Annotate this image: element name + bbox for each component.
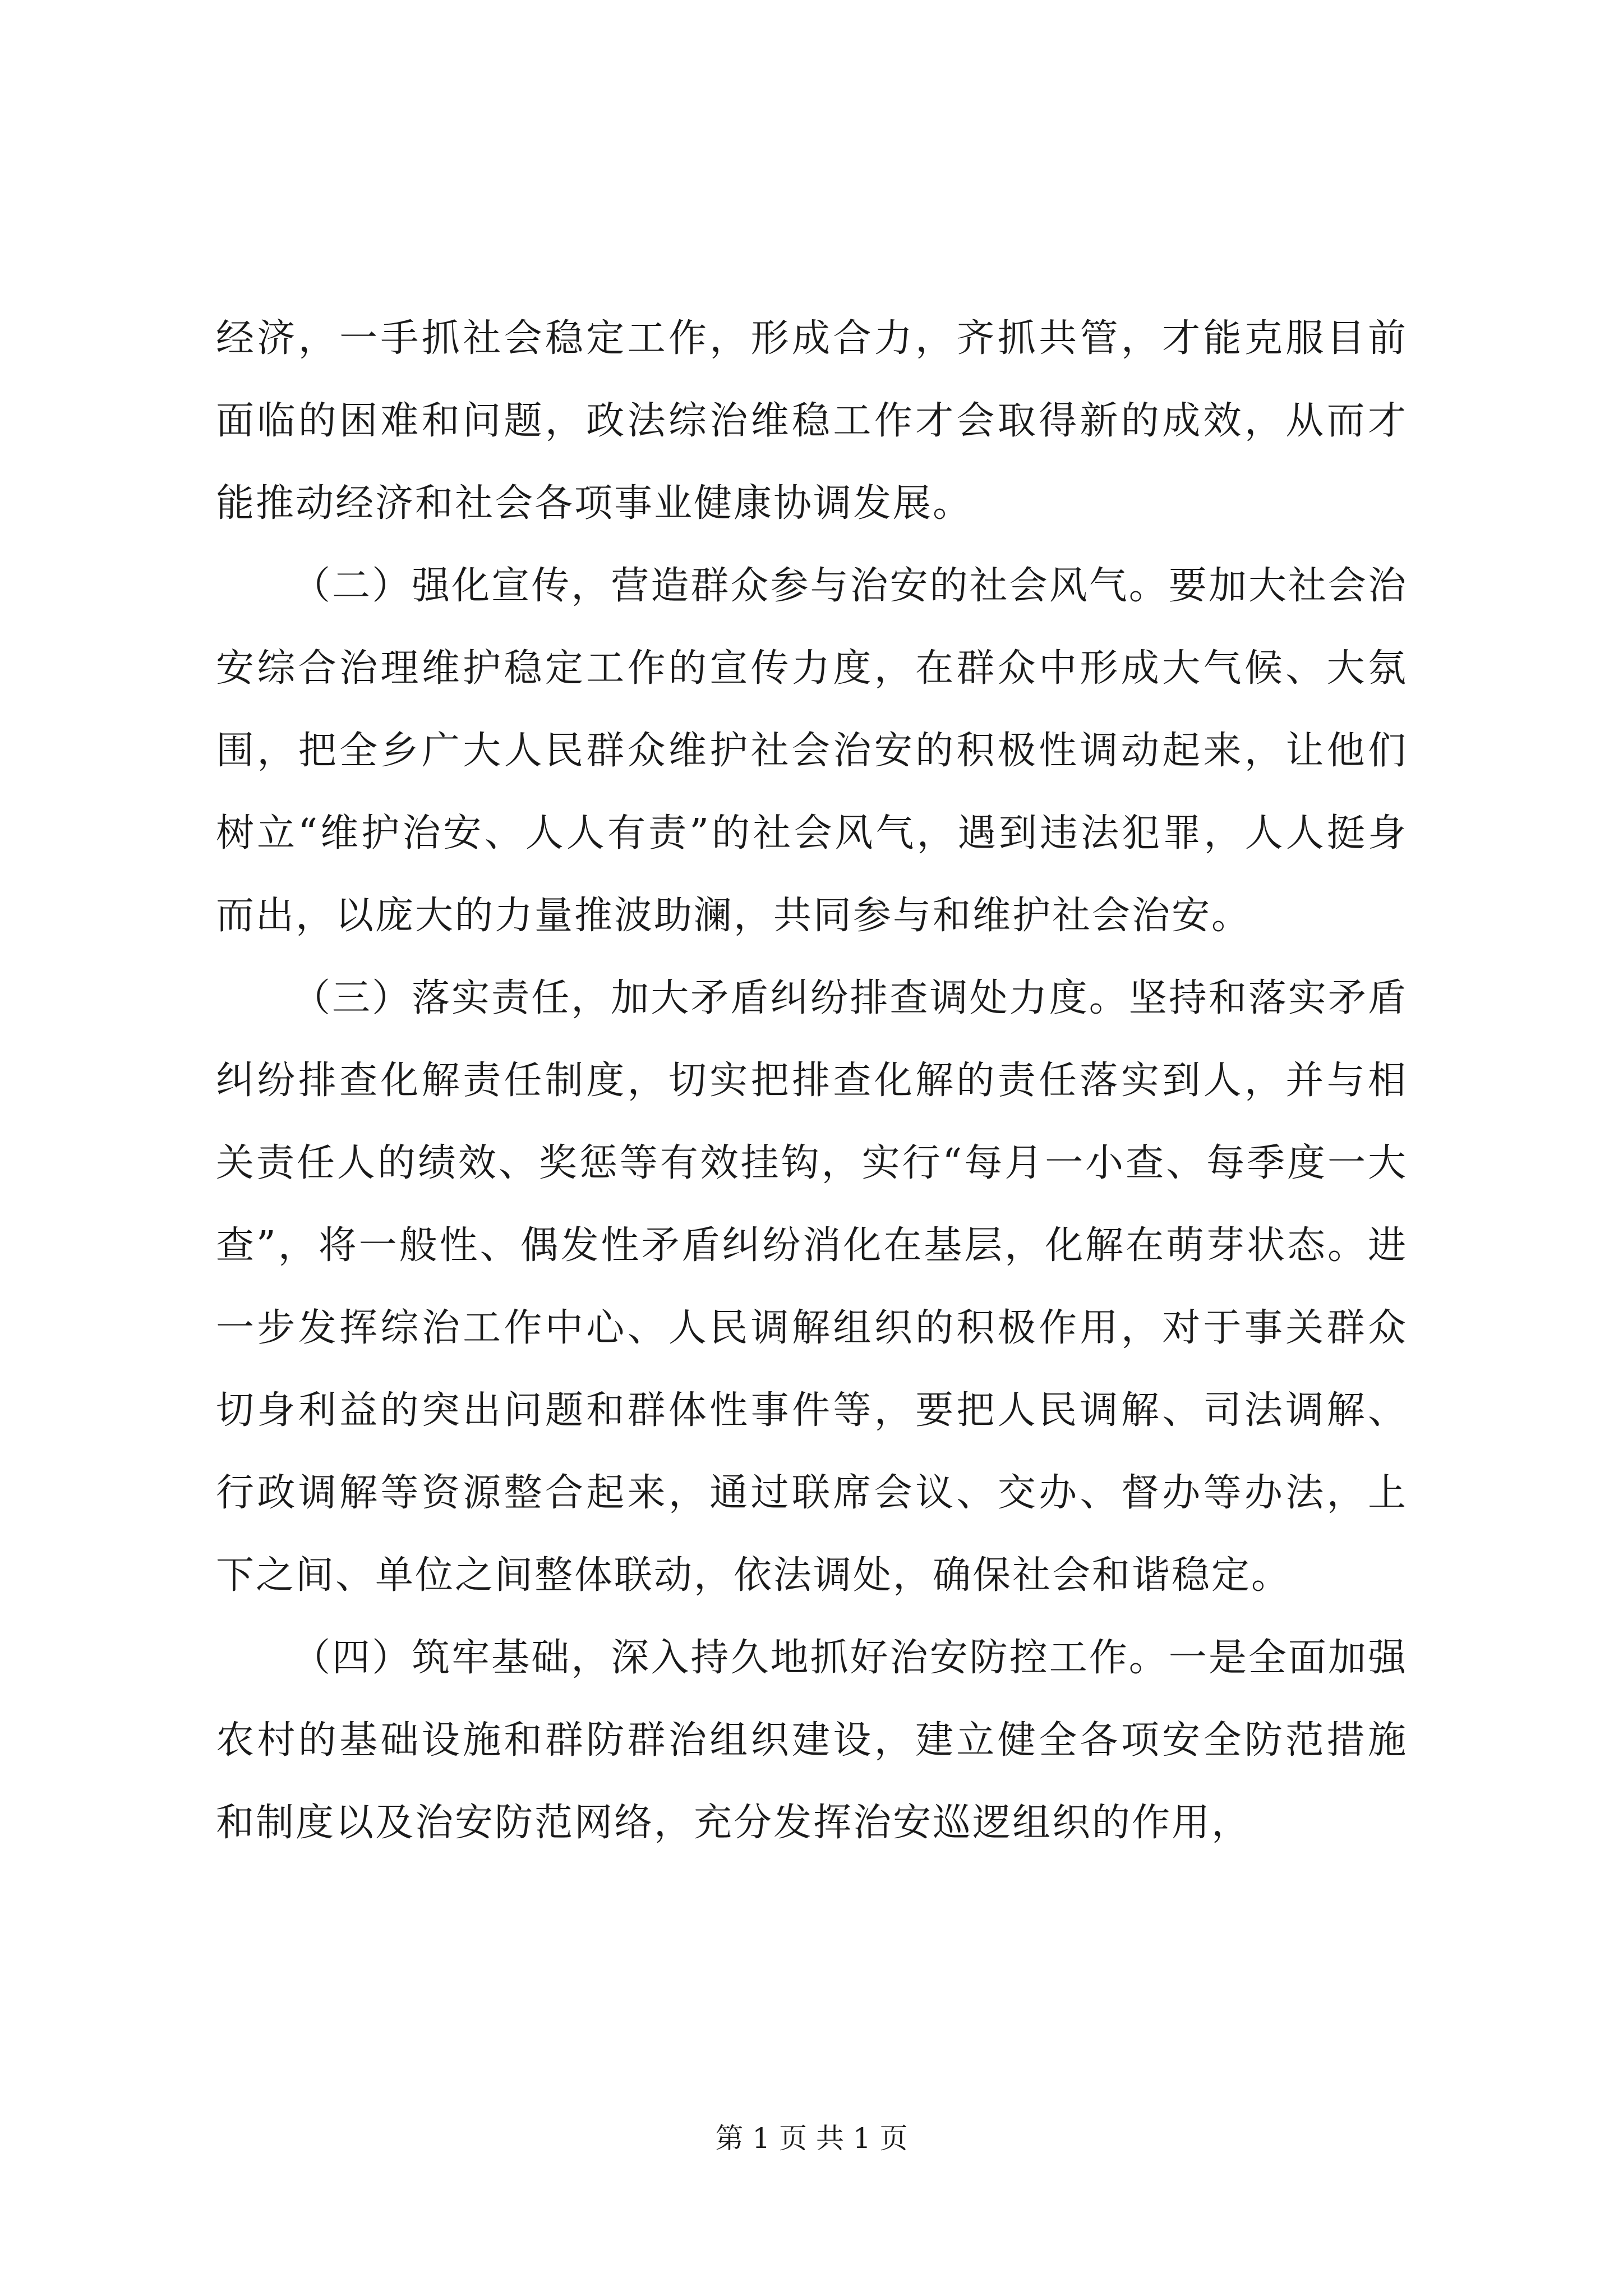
page-footer: 第 1 页 共 1 页 (715, 2122, 908, 2155)
document-body (216, 297, 1408, 1864)
paragraph-continuation: 经济，一手抓社会稳定工作，形成合力，齐抓共管，才能克服目前面临的困难和问题，政法综治维稳工作才会取得新的成效，从而才能推动经济和社会各项事业健康协调发展。 (216, 316, 1408, 526)
paragraph-section-2: （二）强化宣传，营造群众参与治安的社会风气。要加大社会治安综合治理维护稳定工作的宣传力度，在群众中形成大气候、大氛围，把全乡广大人民群众维护社会治安的积极性调动起来，让他们树立“维护治安、人人有责”的社会风气，遇到违法犯罪，人人挺身而出，以庞大的力量推波助澜，共同参与和维护社会治安。 (216, 564, 1408, 938)
paragraph-section-3: （三）落实责任，加大矛盾纠纷排查调处力度。坚持和落实矛盾纠纷排查化解责任制度，切实把排查化解的责任落实到人，并与相关责任人的绩效、奖惩等有效挂钩，实行“每月一小查、每季度一大查”，将一般性、偶发性矛盾纠纷消化在基层，化解在萌芽状态。进一步发挥综治工作中心、人民调解组织的积极作用，对于事关群众切身利益的突出问题和群体性事件等，要把人民调解、司法调解、行政调解等资源整合起来，通过联席会议、交办、督办等办法，上下之间、单位之间整体联动，依法调处，确保社会和谐稳定。 (216, 976, 1408, 1598)
paragraph-section-4: （四）筑牢基础，深入持久地抓好治安防控工作。一是全面加强农村的基础设施和群防群治组织建设，建立健全各项安全防范措施和制度以及治安防范网络，充分发挥治安巡逻组织的作用， (216, 1636, 1408, 1845)
